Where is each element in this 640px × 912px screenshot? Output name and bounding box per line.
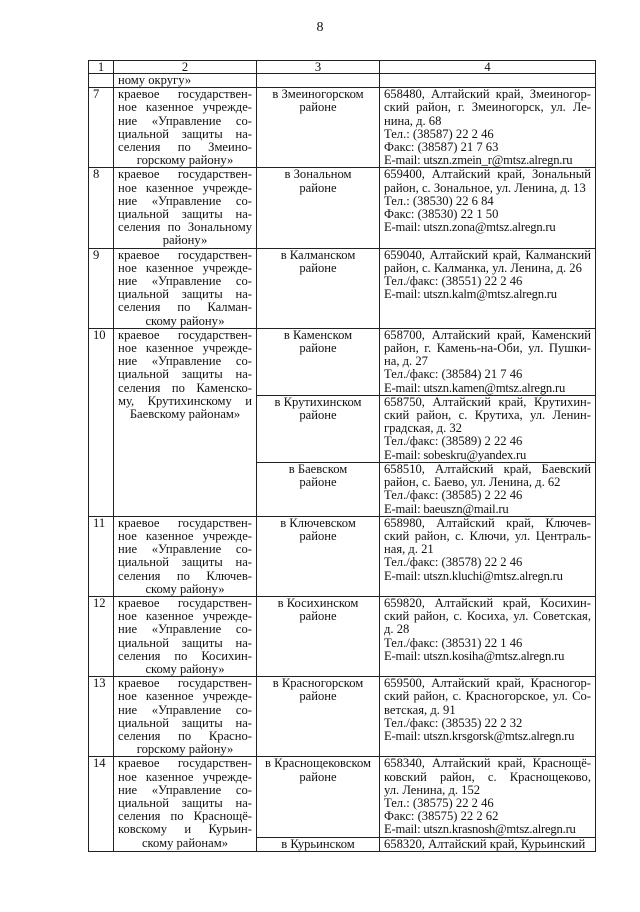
address-line: район, с. Зональное, ул. Ленина, д. 13	[384, 180, 586, 195]
address-line: Тел./факс: (38535) 22 2 32	[384, 715, 523, 730]
address-cell	[380, 677, 596, 757]
organization-line: Баевскому районам»	[129, 407, 241, 422]
address-line: Тел./факс: (38589) 2 22 46	[384, 434, 523, 449]
email-line: E-mail: baeuszn@mail.ru	[384, 501, 509, 516]
address-line: нина, д. 68	[384, 113, 442, 128]
district-cell	[257, 677, 380, 757]
organization-line: ное казенное учрежде-	[118, 260, 252, 275]
header-cell: 2	[114, 61, 257, 74]
organization-cell	[114, 88, 257, 168]
organization-line: краевое государствен-	[118, 516, 252, 530]
district-line: в Косихинском	[277, 596, 359, 610]
address-line: Тел.: (38530) 22 6 84	[384, 193, 494, 208]
organization-line: ное казенное учрежде-	[118, 341, 252, 356]
organization-line: горскому району»	[136, 742, 234, 757]
address-line: 658510, Алтайский край, Баевский	[384, 462, 591, 476]
number-cell: 7	[89, 88, 114, 168]
address-line: 659040, Алтайский край, Калманский	[384, 248, 591, 262]
district-line: в Зональном	[284, 167, 352, 182]
organization-line: ное казенное учрежде-	[118, 180, 252, 195]
district-cell	[257, 74, 380, 88]
organization-line: циальной защиты на-	[118, 635, 252, 650]
organization-line: селения по Косихин-	[118, 648, 252, 663]
organization-line: ние «Управление со-	[118, 702, 252, 717]
address-cell	[380, 248, 596, 328]
address-line: 658750, Алтайский край, Крутихин-	[384, 395, 591, 409]
number-cell: 10	[89, 328, 114, 516]
table-row	[89, 516, 596, 596]
number-cell: 13	[89, 677, 114, 757]
email-line: E-mail: utszn.kamen@mtsz.alregn.ru	[384, 380, 566, 395]
address-line: район, г. Камень-на-Оби, ул. Пушки-	[384, 341, 591, 356]
organization-cell	[114, 74, 257, 88]
organization-line: ние «Управление со-	[118, 782, 252, 797]
address-line: Факс: (38530) 22 1 50	[384, 207, 499, 222]
organization-line: циальной защиты на-	[118, 367, 252, 382]
address-line: Тел.: (38587) 22 2 46	[384, 126, 494, 141]
district-line: районе	[299, 475, 337, 490]
district-line: районе	[299, 408, 337, 423]
organization-line: ние «Управление со-	[118, 542, 252, 557]
address-line: ковский район, с. Краснощеково,	[384, 769, 591, 784]
district-line: в Баевском	[288, 462, 348, 476]
address-line: Тел./факс: (38551) 22 2 46	[384, 274, 523, 289]
number-cell: 11	[89, 516, 114, 596]
organization-line: ковскому и Курьин-	[118, 822, 252, 837]
table-row	[89, 757, 596, 837]
address-line: 659820, Алтайский край, Косихин-	[384, 596, 591, 610]
organization-line: краевое государствен-	[118, 328, 252, 342]
address-line: Тел./факс: (38585) 2 22 46	[384, 488, 523, 503]
organization-line: циальной защиты на-	[118, 555, 252, 570]
organization-line: скому району»	[145, 661, 225, 676]
organization-line: ное казенное учрежде-	[118, 528, 252, 543]
district-cell	[257, 168, 380, 248]
address-cell	[380, 596, 596, 676]
table-row	[89, 88, 596, 168]
district-line: в Ключевском	[280, 516, 356, 530]
address-line: Тел.: (38575) 22 2 46	[384, 795, 494, 810]
number-cell: 12	[89, 596, 114, 676]
address-cell	[380, 395, 596, 462]
district-line: районе	[299, 100, 337, 115]
organization-line: ние «Управление со-	[118, 354, 252, 369]
organization-cell	[114, 328, 257, 516]
organization-line: району»	[162, 233, 208, 248]
district-cell	[257, 248, 380, 328]
address-line: ский район, с. Крутиха, ул. Ленин-	[384, 408, 591, 423]
email-line: E-mail: utszn.kluchi@mtsz.alregn.ru	[384, 568, 563, 583]
organization-line: ние «Управление со-	[118, 274, 252, 289]
number-cell: 14	[89, 757, 114, 851]
district-line: районе	[299, 341, 337, 356]
address-line: Тел./факс: (38531) 22 1 46	[384, 635, 523, 650]
organization-cell	[114, 168, 257, 248]
organization-line: селения по Красно-	[118, 728, 252, 743]
address-line: 658700, Алтайский край, Каменский	[384, 328, 591, 342]
organization-line: ние «Управление со-	[118, 622, 252, 637]
address-line: район, с. Калманка, ул. Ленина, д. 26	[384, 260, 582, 275]
district-cell	[257, 328, 380, 395]
district-cell	[257, 462, 380, 516]
address-line: Тел./факс: (38584) 21 7 46	[384, 367, 523, 382]
organization-line: краевое государствен-	[118, 756, 252, 771]
district-line: районе	[299, 689, 337, 704]
organization-line: ное казенное учрежде-	[118, 769, 252, 784]
district-cell	[257, 757, 380, 837]
address-line: 659400, Алтайский край, Зональный	[384, 167, 591, 182]
address-line: 658980, Алтайский край, Ключев-	[384, 516, 591, 530]
table-row	[89, 596, 596, 676]
address-line: ул. Ленина, д. 152	[384, 782, 481, 797]
organization-line: скому районам»	[141, 835, 229, 850]
address-line: ский район, с. Косиха, ул. Советская,	[384, 609, 591, 624]
address-line: Факс: (38575) 22 2 62	[384, 809, 499, 824]
district-line: в Краснощековском	[264, 756, 372, 771]
organization-line: скому району»	[145, 313, 225, 328]
address-cell	[380, 837, 596, 851]
page-number: 8	[316, 20, 324, 35]
address-line: 659500, Алтайский край, Красногор-	[384, 676, 591, 691]
address-line: Тел./факс: (38578) 22 2 46	[384, 555, 523, 570]
number-cell: 8	[89, 168, 114, 248]
address-line: ский район, с. Красногорское, ул. Со-	[384, 689, 591, 704]
table-header-row	[89, 61, 596, 74]
carry-over-row	[89, 74, 596, 88]
organization-line: селения по Каменско-	[118, 380, 252, 395]
address-cell	[380, 88, 596, 168]
table-row	[89, 168, 596, 248]
organization-line: ное казенное учрежде-	[118, 609, 252, 624]
organization-line: селения по Калман-	[118, 300, 252, 315]
district-line: в Калманском	[280, 248, 356, 262]
organization-line: краевое государствен-	[118, 676, 252, 691]
address-line: градская, д. 32	[384, 421, 462, 436]
organization-line: селения по Ключев-	[118, 568, 252, 583]
district-cell	[257, 516, 380, 596]
address-cell	[380, 757, 596, 837]
address-line: 658340, Алтайский край, Краснощё-	[384, 756, 591, 771]
district-line: в Красногорском	[272, 676, 364, 691]
organization-line: циальной защиты на-	[118, 287, 252, 302]
district-line: в Курьинском	[281, 837, 355, 851]
email-line: E-mail: utszn.krasnosh@mtsz.alregn.ru	[384, 822, 576, 837]
address-line: район, с. Баево, ул. Ленина, д. 62	[384, 475, 561, 490]
email-line: E-mail: utszn.kalm@mtsz.alregn.ru	[384, 287, 557, 302]
organization-cell	[114, 677, 257, 757]
district-line: в Змеиногорском	[272, 87, 364, 102]
header-cell: 1	[89, 61, 114, 74]
address-line: ветская, д. 91	[384, 702, 456, 717]
organization-line: циальной защиты на-	[118, 126, 252, 141]
district-line: районе	[299, 260, 337, 275]
address-line: 658320, Алтайский край, Курьинский	[384, 837, 586, 851]
address-line: Факс: (38587) 21 7 63	[384, 140, 499, 155]
address-cell	[380, 462, 596, 516]
header-cell: 3	[257, 61, 380, 74]
table-row	[89, 328, 596, 395]
address-line: ский район, г. Змеиногорск, ул. Ле-	[384, 100, 591, 115]
district-line: в Каменском	[283, 328, 353, 342]
address-line: на, д. 27	[384, 354, 428, 369]
address-line: д. 28	[384, 622, 410, 637]
email-line: E-mail: utszn.kosiha@mtsz.alregn.ru	[384, 648, 565, 663]
organization-line: ному округу»	[118, 73, 192, 87]
organization-line: му, Крутихинскому и	[118, 393, 252, 408]
address-cell	[380, 516, 596, 596]
organization-cell	[114, 757, 257, 851]
organization-line: селения по Краснощё-	[118, 809, 252, 824]
organization-line: краевое государствен-	[118, 167, 252, 182]
district-line: районе	[299, 769, 337, 784]
organization-cell	[114, 516, 257, 596]
address-line: ский район, с. Ключи, ул. Централь-	[384, 528, 591, 543]
email-line: E-mail: utszn.zona@mtsz.alregn.ru	[384, 220, 556, 235]
address-cell	[380, 168, 596, 248]
district-line: районе	[299, 609, 337, 624]
organization-line: краевое государствен-	[118, 87, 252, 102]
number-cell	[89, 74, 114, 88]
district-line: районе	[299, 528, 337, 543]
organization-line: краевое государствен-	[118, 596, 252, 610]
header-cell: 4	[380, 61, 596, 74]
organization-line: циальной защиты на-	[118, 207, 252, 222]
address-line: 658480, Алтайский край, Змеиногор-	[384, 87, 591, 102]
organization-cell	[114, 248, 257, 328]
email-line: E-mail: sobeskru@yandex.ru	[384, 447, 527, 462]
organization-line: ное казенное учрежде-	[118, 689, 252, 704]
number-cell: 9	[89, 248, 114, 328]
organization-line: горскому району»	[136, 153, 234, 168]
organization-line: циальной защиты на-	[118, 715, 252, 730]
district-cell	[257, 395, 380, 462]
district-line: в Крутихинском	[274, 395, 362, 409]
table-row	[89, 677, 596, 757]
address-line: ная, д. 21	[384, 542, 434, 557]
email-line: E-mail: utszn.krsgorsk@mtsz.alregn.ru	[384, 728, 575, 743]
table-row	[89, 248, 596, 328]
organization-line: ние «Управление со-	[118, 193, 252, 208]
address-cell	[380, 74, 596, 88]
organization-line: ное казенное учрежде-	[118, 100, 252, 115]
district-cell	[257, 596, 380, 676]
address-cell	[380, 328, 596, 395]
organization-line: ние «Управление со-	[118, 113, 252, 128]
district-cell	[257, 837, 380, 851]
organization-line: селения по Змеино-	[118, 140, 252, 155]
organization-line: циальной защиты на-	[118, 795, 252, 810]
district-cell	[257, 88, 380, 168]
organization-cell	[114, 596, 257, 676]
email-line: E-mail: utszn.zmein_r@mtsz.alregn.ru	[384, 153, 573, 168]
organization-line: скому району»	[145, 581, 225, 596]
institutions-table	[88, 60, 596, 852]
organization-line: селения по Зональному	[118, 220, 252, 235]
organization-line: краевое государствен-	[118, 248, 252, 262]
district-line: районе	[299, 180, 337, 195]
